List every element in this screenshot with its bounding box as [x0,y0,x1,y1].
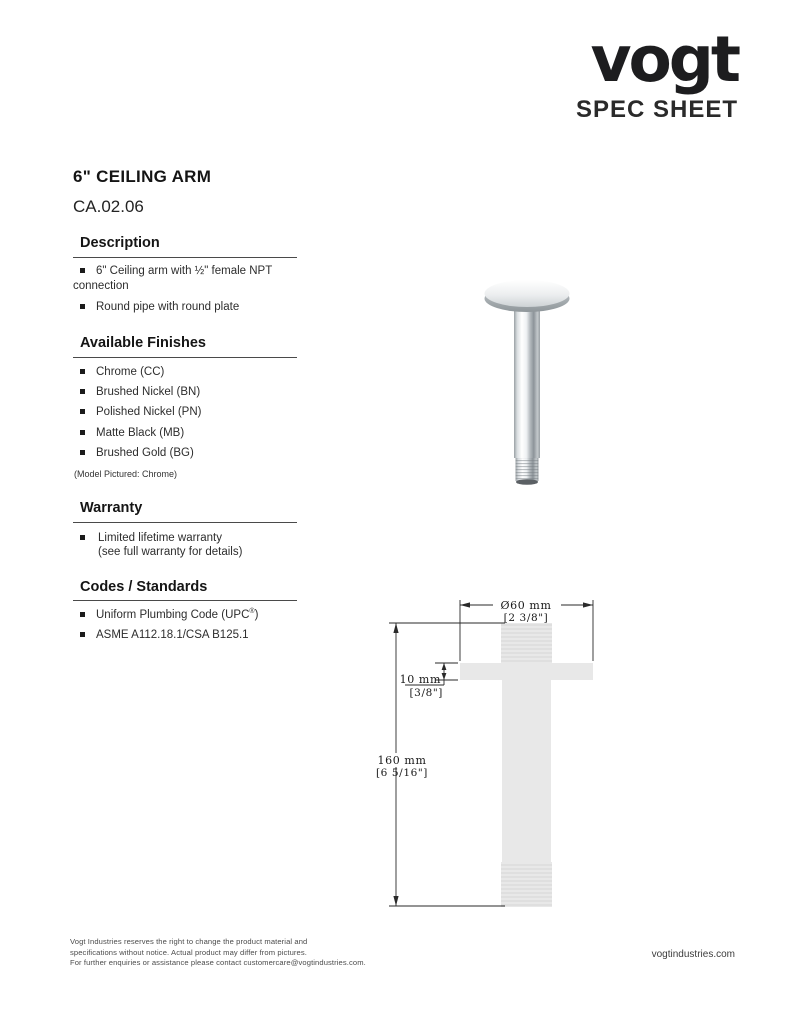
description-section [73,236,297,315]
bullet-square [80,535,85,540]
warranty-section [73,501,297,559]
brand-header [575,23,738,123]
bullet-square [80,409,85,414]
footer-disclaimer [70,937,366,969]
warranty-heading: Warranty [73,501,297,523]
finish-label: Brushed Nickel (BN) [96,386,201,399]
warranty-line-2: (see full warranty for details) [98,545,243,558]
dim-diameter-mm: Ø60 mm [500,599,552,612]
warranty-line-1: Limited lifetime warranty [98,531,222,544]
bullet-square [80,389,85,394]
drawing-thread-top [501,623,552,663]
bullet-square [80,450,85,455]
finish-label: Matte Black (MB) [96,426,185,439]
description-bullet-text: 6" Ceiling arm with ½" female NPT connection [73,264,273,292]
sheet-type-label: SPEC SHEET [575,96,738,123]
code-item [73,628,297,642]
dim-length-mm: 160 mm [377,754,427,767]
finishes-heading: Available Finishes [73,336,297,358]
finish-item [73,385,297,399]
footer-website: vogtindustries.com [651,949,735,960]
drawing-plate [460,663,593,680]
bullet-square [80,632,85,637]
disclaimer-line-1: Vogt Industries reserves the right to change the product material and [70,937,308,946]
model-pictured-note: (Model Pictured: Chrome) [74,468,178,479]
warranty-bullet [73,531,297,559]
technical-drawing [355,588,665,918]
bullet-square [80,612,85,617]
finish-label: Polished Nickel (PN) [96,406,202,419]
code-label: ASME A112.18.1/CSA B125.1 [96,628,249,641]
bullet-square [80,430,85,435]
bullet-square [80,268,85,273]
code-label-text: Uniform Plumbing Code (UPC [96,609,250,622]
thread-texture [516,458,539,481]
code-item [73,608,297,622]
finishes-section [73,336,297,479]
finish-item [73,426,297,440]
codes-heading: Codes / Standards [73,580,297,602]
disclaimer-line-2: specifications without notice. Actual product may differ from pictures. [70,947,307,957]
finish-label: Chrome (CC) [96,365,165,378]
pipe-end-cap [516,479,538,485]
product-photo [442,262,612,492]
disclaimer-line-3: For further enquiries or assistance please contact customercare@vogtindustries.com. [70,958,366,967]
plate-top [485,280,570,307]
description-heading: Description [73,236,297,258]
drawing-thread-bottom [501,862,552,907]
dim-length-in: [6 5/16"] [375,767,429,779]
codes-section [73,580,297,643]
product-sku: CA.02.06 [73,197,144,216]
description-bullet [73,300,297,315]
ceiling-arm-photo [485,280,570,485]
vogt-logo: vogt [590,23,738,96]
pipe-body [514,304,540,458]
bullet-square [80,304,85,309]
finish-item [73,405,297,419]
description-bullet [73,264,297,294]
finish-item [73,446,297,460]
warranty-text [98,531,242,559]
description-bullet-text: Round pipe with round plate [96,300,240,313]
drawing-geometry [460,623,593,907]
code-label [96,608,258,622]
code-label-text: ) [254,609,259,622]
spec-left-column [73,168,297,642]
finish-item [73,365,297,379]
finish-label: Brushed Gold (BG) [96,447,194,460]
dim-plate-in: [3/8"] [409,687,443,699]
bullet-square [80,369,85,374]
dim-diameter-in: [2 3/8"] [503,612,549,624]
registered-mark: ® [249,608,255,616]
product-title: 6" CEILING ARM [73,167,212,186]
dim-plate-mm: 10 mm [399,673,441,686]
